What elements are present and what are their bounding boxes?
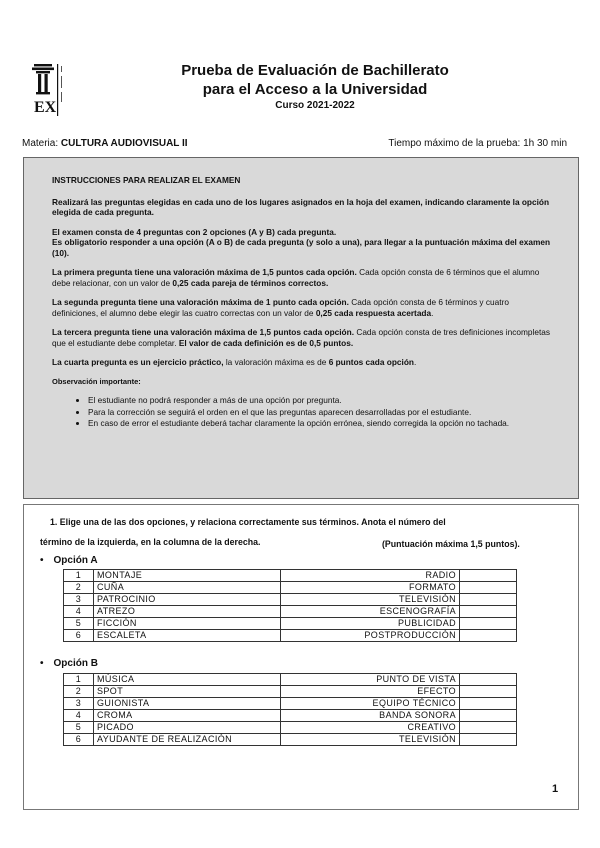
left-term: CUÑA [94,582,281,594]
answer-cell[interactable] [460,698,517,710]
instruction-p4 [52,297,557,318]
table-row [64,674,517,686]
instruction-p5 [52,327,557,348]
answer-cell[interactable] [460,606,517,618]
row-number: 2 [64,686,94,698]
p5-rest: Cada opción consta de tres definiciones incompletas que el estudiante debe completar. [52,327,551,348]
p5-bold: La tercera pregunta tiene una valoración máxima de 1,5 puntos cada opción. [52,327,355,337]
table-row [64,618,517,630]
answer-cell[interactable] [460,686,517,698]
p6-bold2: 6 puntos cada opción [328,357,414,367]
p3-bold2: 0,25 cada pareja de términos correctos. [172,277,329,288]
p4-rest: Cada opción consta de 6 términos y cuatro definiciones, el alumno debe elegir las cuatro correctas con un valor de [52,297,509,318]
p4-bold2: 0,25 cada respuesta acertada [315,307,432,318]
left-term: PICADO [94,722,281,734]
row-number: 1 [64,674,94,686]
option-a-heading [40,555,98,566]
p4-bold: La segunda pregunta tiene una valoración máxima de 1 punto cada opción. [52,297,349,307]
table-row [64,686,517,698]
question1-statement: 1. Elige una de las dos opciones, y relaciona correctamente sus términos. Anota el número del [50,517,446,527]
table-row [64,606,517,618]
question-box [23,504,579,810]
left-term: CROMA [94,710,281,722]
row-number: 6 [64,630,94,642]
observation-item: • En caso de error el estudiante deberá tachar claramente la opción errónea, siendo corregida la opción no tachada. [88,418,557,429]
instruction-p6 [52,357,557,368]
table-row [64,594,517,606]
option-b-label: Opción B [53,658,98,669]
right-term: POSTPRODUCCIÓN [281,630,460,642]
table-row [64,710,517,722]
p6-bold: La cuarta pregunta es un ejercicio práctico, [52,357,224,367]
logo-text: EX [34,99,57,116]
left-term: FICCIÓN [94,618,281,630]
row-number: 4 [64,606,94,618]
table-row [64,698,517,710]
subject-label: Materia: [22,138,59,149]
row-number: 5 [64,722,94,734]
instruction-p2a: El examen consta de 4 preguntas con 2 opciones (A y B) cada pregunta. [52,226,337,237]
left-term: MONTAJE [94,570,281,582]
answer-cell[interactable] [460,710,517,722]
answer-cell[interactable] [460,618,517,630]
answer-cell[interactable] [460,582,517,594]
option-a-table [63,569,517,642]
subject-line [22,138,188,149]
option-b-heading [40,658,98,669]
course-year: Curso 2021-2022 [275,100,355,111]
right-term: RADIO [281,570,460,582]
row-number: 5 [64,618,94,630]
right-term: EFECTO [281,686,460,698]
bullet-icon: • [40,658,44,669]
row-number: 4 [64,710,94,722]
right-term: BANDA SONORA [281,710,460,722]
page-number: 1 [552,783,559,795]
right-term: TELEVISIÓN [281,734,460,746]
answer-cell[interactable] [460,734,517,746]
question1-statement-cont: término de la izquierda, en la columna de la derecha. [40,537,261,547]
p3-bold: La primera pregunta tiene una valoración máxima de 1,5 puntos cada opción. [52,267,357,277]
row-number: 2 [64,582,94,594]
instruction-p2b: Es obligatorio responder a una opción (A o B) de cada pregunta (y solo a una), para llegar a la puntuación máxima del examen (10). [52,237,551,258]
observation-item: • Para la corrección se seguirá el orden en el que las preguntas aparecen desarrolladas por el estudiante. [88,407,557,418]
row-number: 1 [64,570,94,582]
instruction-p3 [52,267,557,288]
question1-points: (Puntuación máxima 1,5 puntos). [382,539,520,549]
table-row [64,630,517,642]
answer-cell[interactable] [460,674,517,686]
observation-list [52,395,557,429]
observation-title: Observación importante: [52,376,141,386]
observation-item: • El estudiante no podrá responder a más de una opción por pregunta. [88,395,557,406]
left-term: ESCALETA [94,630,281,642]
answer-cell[interactable] [460,570,517,582]
row-number: 6 [64,734,94,746]
table-row [64,734,517,746]
answer-cell[interactable] [460,594,517,606]
left-term: MÚSICA [94,674,281,686]
table-row [64,722,517,734]
instruction-p1: Realizará las preguntas elegidas en cada uno de los lugares asignados en la hoja del examen, indicando claramente la opción elegida de cada pregunta. [52,196,550,217]
right-term: ESCENOGRAFÍA [281,606,460,618]
p3-rest: Cada opción consta de 6 términos que el alumno debe relacionar, con un valor de [52,267,540,288]
right-term: CREATIVO [281,722,460,734]
right-term: TELEVISIÓN [281,594,460,606]
table-row [64,582,517,594]
row-number: 3 [64,594,94,606]
left-term: AYUDANTE DE REALIZACIÓN [94,734,281,746]
table-row [64,570,517,582]
option-b-table [63,673,517,746]
instructions-heading: INSTRUCCIONES PARA REALIZAR EL EXAMEN [52,175,241,185]
instructions-box [23,157,579,499]
university-logo [30,56,78,120]
row-number: 3 [64,698,94,710]
right-term: PUBLICIDAD [281,618,460,630]
right-term: EQUIPO TÉCNICO [281,698,460,710]
exam-title-line1: Prueba de Evaluación de Bachillerato [181,62,449,79]
left-term: SPOT [94,686,281,698]
left-term: PATROCINIO [94,594,281,606]
right-term: PUNTO DE VISTA [281,674,460,686]
bullet-icon: • [40,555,44,566]
answer-cell[interactable] [460,630,517,642]
subject-name: CULTURA AUDIOVISUAL II [60,138,188,149]
right-term: FORMATO [281,582,460,594]
left-term: ATREZO [94,606,281,618]
max-time: Tiempo máximo de la prueba: 1h 30 min [388,138,567,149]
p4-end: . [431,307,434,318]
answer-cell[interactable] [460,722,517,734]
left-term: GUIONISTA [94,698,281,710]
p6-rest: la valoración máxima es de [223,357,329,367]
exam-title-line2: para el Acceso a la Universidad [202,81,428,98]
option-a-label: Opción A [53,555,98,566]
p6-end: . [413,357,417,367]
p5-bold2: El valor de cada definición es de 0,5 puntos. [178,337,354,348]
